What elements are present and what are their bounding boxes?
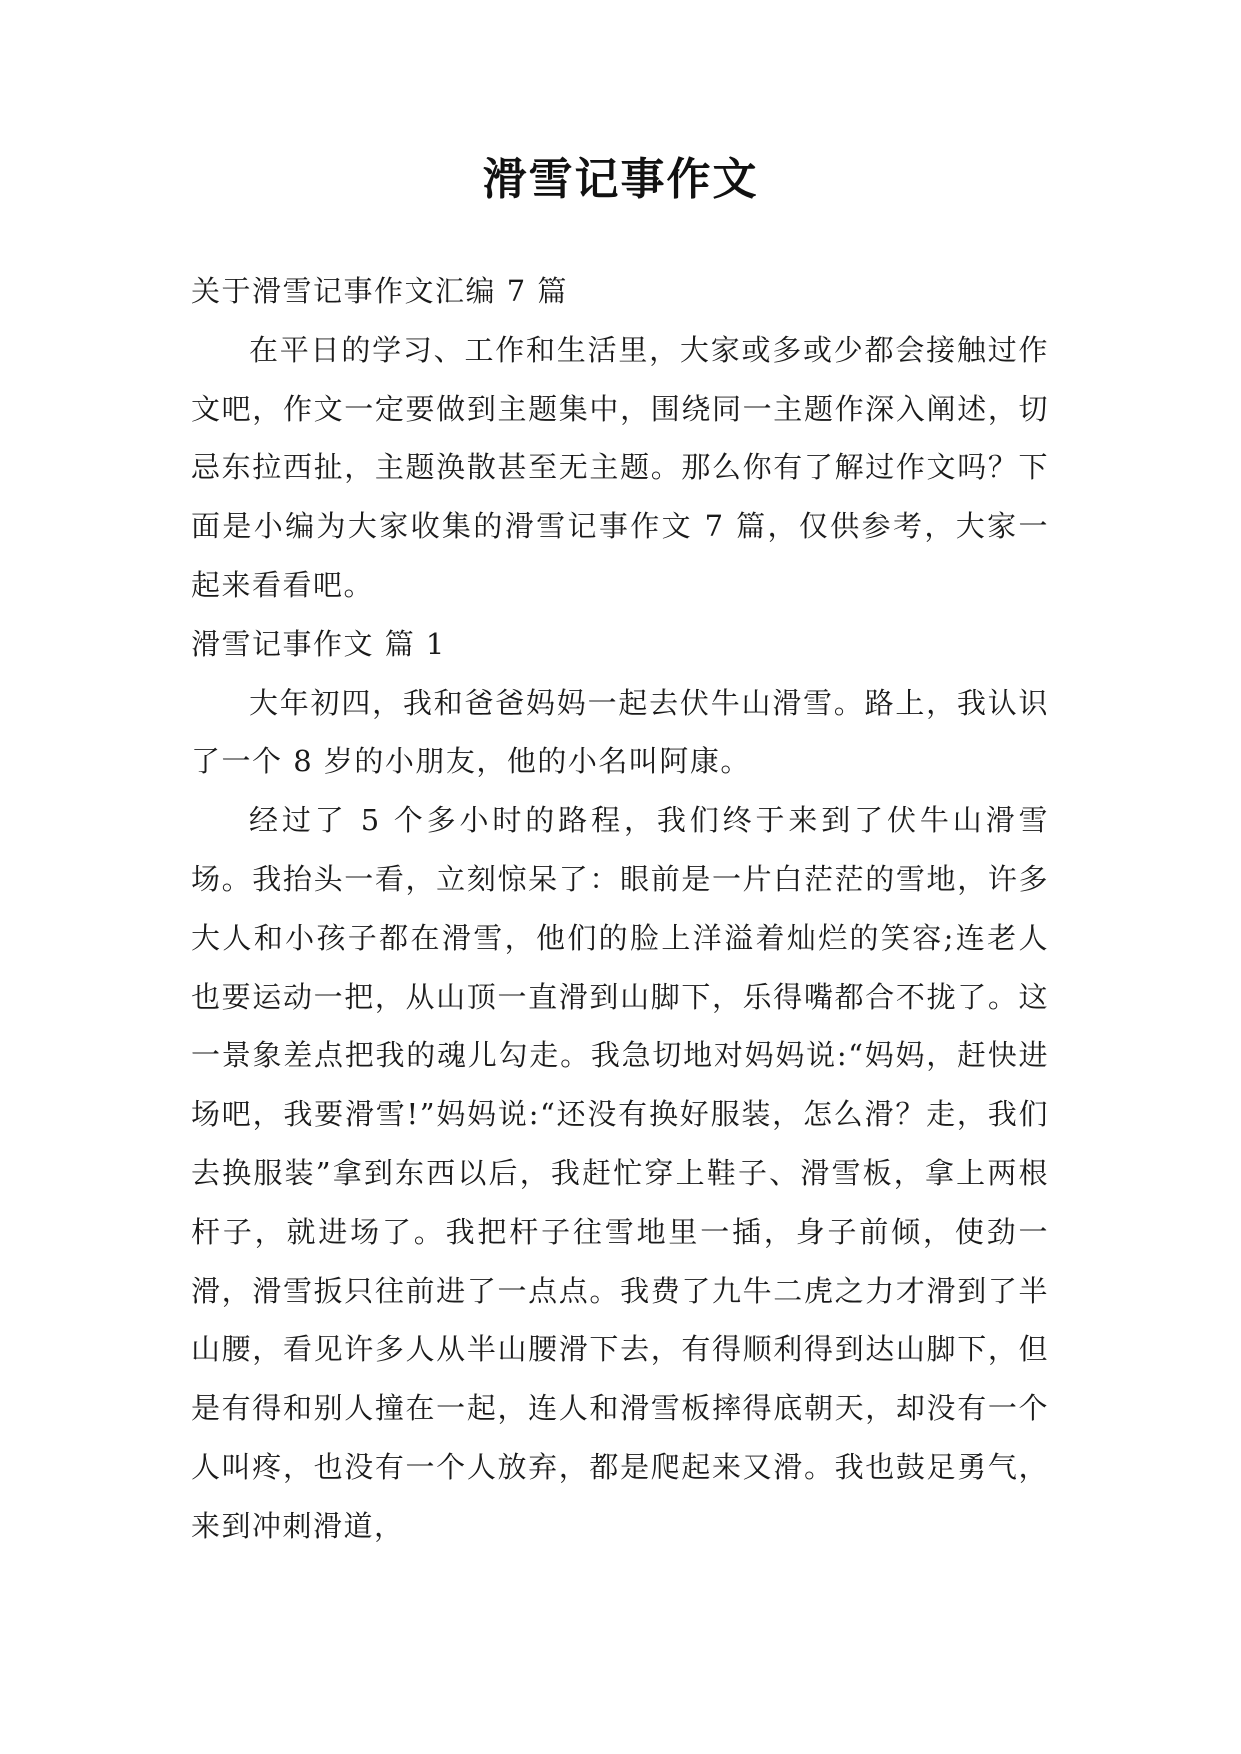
body-paragraph: 大年初四，我和爸爸妈妈一起去伏牛山滑雪。路上，我认识了一个 8 岁的小朋友，他的小名叫阿康。 [191, 685, 1049, 779]
section-heading: 关于滑雪记事作文汇编 7 篇 [191, 274, 568, 308]
body-paragraph: 在平日的学习、工作和生活里，大家或多或少都会接触过作文吧，作文一定要做到主题集中，围绕同一主题作深入阐述，切忌东拉西扯，主题涣散甚至无主题。那么你有了解过作文吗？下面是小编为大家收集的滑雪记事作文 7 篇，仅供参考，大家一起来看看吧。 [191, 332, 1049, 602]
body-paragraph: 经过了 5 个多小时的路程，我们终于来到了伏牛山滑雪场。我抬头一看，立刻惊呆了：眼前是一片白茫茫的雪地，许多大人和小孩子都在滑雪，他们的脸上洋溢着灿烂的笑容;连老人也要运动一把，从山顶一直滑到山脚下，乐得嘴都合不拢了。这一景象差点把我的魂儿勾走。我急切地对妈妈说:“妈妈，赶快进场吧，我要滑雪!”妈妈说:“还没有换好服装，怎么滑？走，我们去换服装”拿到东西以后，我赶忙穿上鞋子、滑雪板，拿上两根杆子，就进场了。我把杆子往雪地里一插，身子前倾，使劲一滑，滑雪扳只往前进了一点点。我费了九牛二虎之力才滑到了半山腰，看见许多人从半山腰滑下去，有得顺利得到达山脚下，但是有得和别人撞在一起，连人和滑雪板摔得底朝天，却没有一个人叫疼，也没有一个人放弃，都是爬起来又滑。我也鼓足勇气，来到冲刺滑道， [191, 803, 1049, 1543]
section-heading: 滑雪记事作文 篇 1 [191, 626, 446, 661]
document-title: 滑雪记事作文 [482, 154, 759, 205]
document-body [191, 262, 1049, 1556]
